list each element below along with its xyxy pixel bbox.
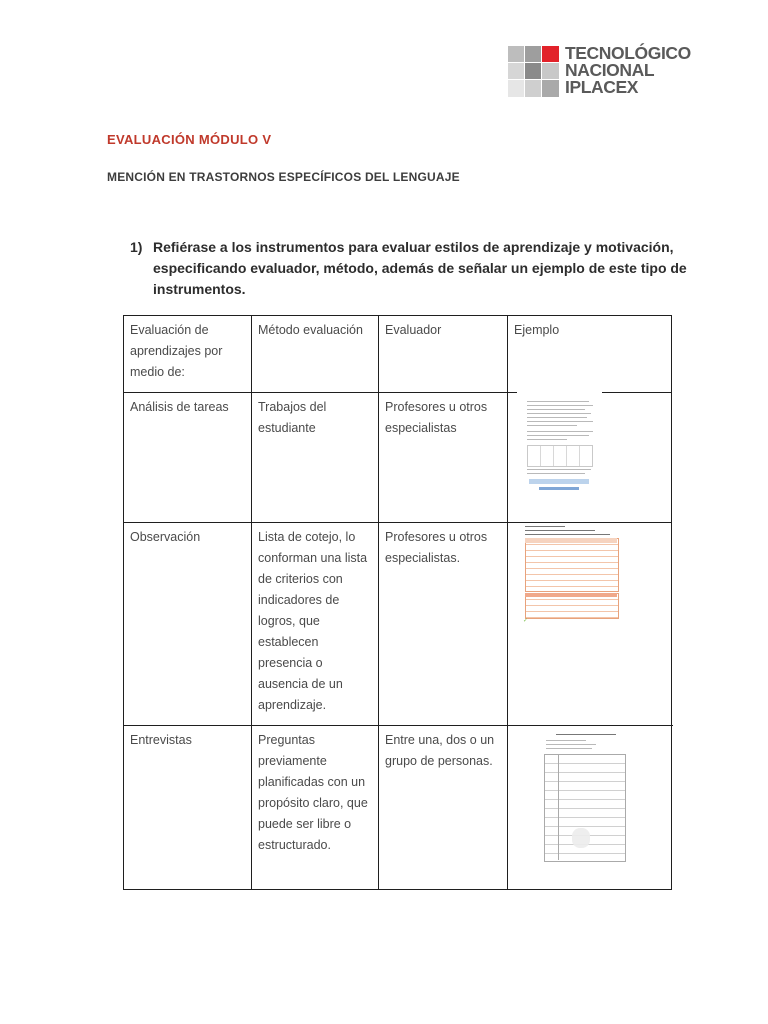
- table-cell: Lista de cotejo, lo conforman una lista de criterios con indicadores de logros, que establecen presencia o ausencia de un aprendizaje.: [252, 523, 379, 726]
- question-number: 1): [130, 239, 143, 255]
- header-cell: Ejemplo: [508, 316, 672, 393]
- example-cell: [508, 393, 672, 523]
- table-cell: Preguntas previamente planificadas con un propósito claro, que puede ser libre o estructurado.: [252, 726, 379, 890]
- table-row: [124, 523, 672, 726]
- header-cell: Evaluador: [379, 316, 508, 393]
- evaluation-table: [123, 315, 672, 890]
- table-cell: Observación: [124, 523, 252, 726]
- logo-line-2: NACIONAL: [565, 60, 655, 80]
- mention-heading: MENCIÓN EN TRASTORNOS ESPECÍFICOS DEL LENGUAJE: [107, 170, 460, 184]
- table-cell: Análisis de tareas: [124, 393, 252, 523]
- question-1: [130, 237, 690, 300]
- logo-line-1: TECNOLÓGICO: [565, 43, 691, 63]
- logo-wordmark: [565, 45, 691, 96]
- table-row: [124, 393, 672, 523]
- form-thumbnail-image: [538, 730, 630, 865]
- checklist-thumbnail-image: ✓: [522, 523, 620, 623]
- table-cell: Profesores u otros especialistas.: [379, 523, 508, 726]
- table-cell: Entrevistas: [124, 726, 252, 890]
- evaluation-title: EVALUACIÓN MÓDULO V: [107, 132, 272, 147]
- table-cell: Profesores u otros especialistas: [379, 393, 508, 523]
- logo-line-3: IPLACEX: [565, 77, 639, 97]
- header-cell: Método evaluación: [252, 316, 379, 393]
- table-row: [124, 726, 672, 890]
- table-header-row: [124, 316, 672, 393]
- question-text: Refiérase a los instrumentos para evaluar estilos de aprendizaje y motivación, especificando evaluador, método, además de señalar un ejemplo de este tipo de instrumentos.: [153, 239, 687, 297]
- header-cell: Evaluación de aprendizajes por medio de:: [124, 316, 252, 393]
- example-cell: [508, 523, 672, 726]
- example-cell: [508, 726, 672, 890]
- table-cell: Entre una, dos o un grupo de personas.: [379, 726, 508, 890]
- table-cell: Trabajos del estudiante: [252, 393, 379, 523]
- document-thumbnail-image: [517, 391, 602, 503]
